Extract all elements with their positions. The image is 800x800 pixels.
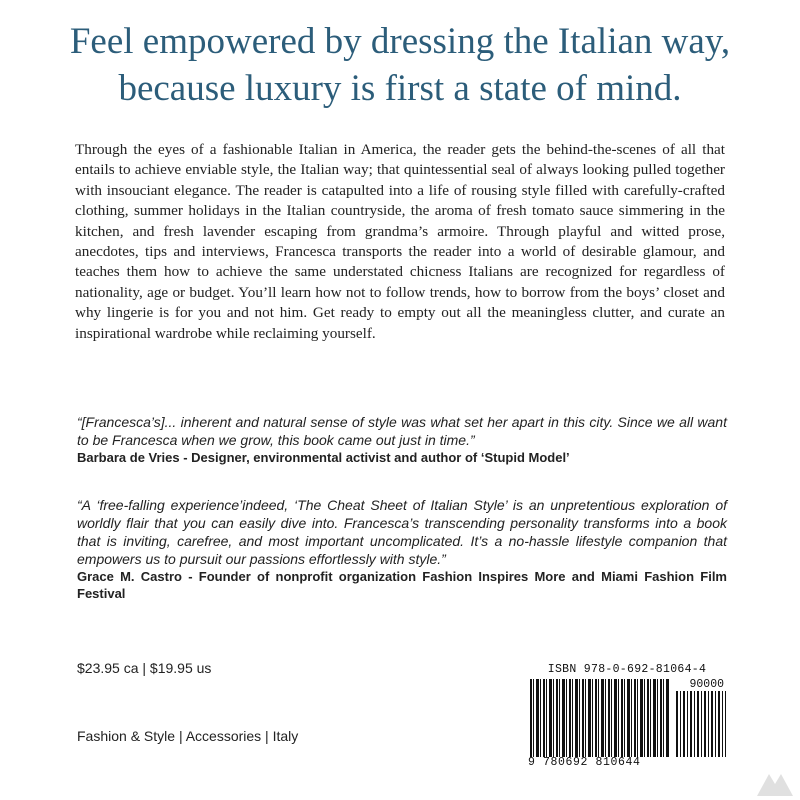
testimonial-2-text: “A ‘free-falling experience’indeed, ‘The Cheat Sheet of Italian Style’ is an unpretentious exploration of worldly flair that you can easily dive into. Francesca’s transcending personality transforms into a book that is inviting, carefree, and most important uncomplicated. It’s a no-hassle lifestyle companion that empowers us to pursuit our passions effortlessly with style.” <box>77 497 727 567</box>
price: $23.95 ca | $19.95 us <box>77 660 212 676</box>
headline <box>30 18 770 112</box>
isbn-label: ISBN 978-0-692-81064-4 <box>547 663 707 676</box>
testimonial-2-attribution: Grace M. Castro - Founder of nonprofit organization Fashion Inspires More and Miami Fashion Film Festival <box>77 569 727 601</box>
testimonial-1 <box>77 413 727 467</box>
headline-line-2: because luxury is first a state of mind. <box>118 68 682 109</box>
addon-barcode-icon <box>676 691 726 757</box>
isbn-addon-code: 90000 <box>689 678 724 691</box>
categories: Fashion & Style | Accessories | Italy <box>77 728 299 744</box>
testimonial-2 <box>77 496 727 602</box>
testimonial-1-attribution: Barbara de Vries - Designer, environmental activist and author of ‘Stupid Model’ <box>77 450 570 465</box>
watermark-logo-icon <box>755 770 795 798</box>
isbn-barcode-block <box>522 663 730 771</box>
headline-line-1: Feel empowered by dressing the Italian way, <box>69 21 731 62</box>
barcode-icon <box>530 679 670 757</box>
barcode-digits: 9 780692 810644 <box>528 756 641 769</box>
testimonial-1-text: “[Francesca’s]... inherent and natural sense of style was what set her apart in this city. Since we all want to be Francesca when we grow, this book came out just in time.” <box>77 414 727 448</box>
book-description: Through the eyes of a fashionable Italian in America, the reader gets the behind-the-scenes of all that entails to achieve enviable style, the Italian way; that quintessential seal of always looking pulled together with insouciant elegance. The reader is catapulted into a life of rousing style filled with carefully-crafted clothing, summer holidays in the Italian countryside, the aroma of fresh tomato sauce simmering in the kitchen, and fresh lavender escaping from grandma’s armoire. Through playful and witted prose, anecdotes, tips and interviews, Francesca transports the reader into a world of desirable glamour, and teaches them how to achieve the same understated chicness Italians are recognized for regardless of nationality, age or budget. You’ll learn how not to follow trends, how to borrow from the boys’ closet and why lingerie is for you and not him. Get ready to empty out all the meaningless clutter, and curate an inspirational wardrobe while reclaiming yourself. <box>75 141 725 342</box>
